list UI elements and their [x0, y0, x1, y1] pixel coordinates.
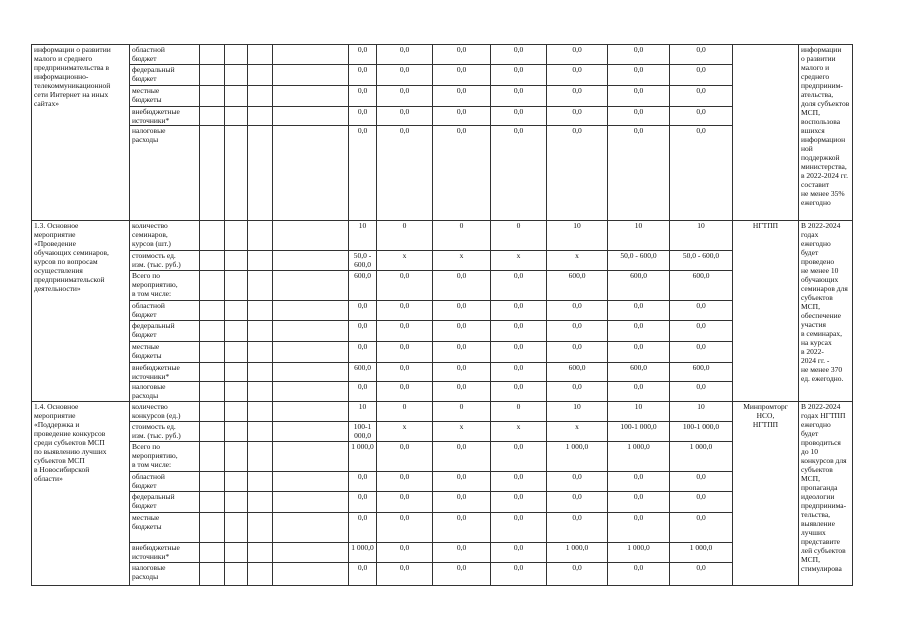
value-cell: 0,0 [433, 492, 491, 513]
empty-code-cell [273, 321, 349, 342]
table-row [32, 126, 853, 221]
value-cell: 10 [547, 221, 608, 251]
empty-code-cell [225, 271, 248, 301]
empty-code-cell [200, 86, 225, 107]
activity-name-cell: 1.3. Основное мероприятие «Проведение обучающих семинаров, курсов по вопросам осуществления предпринимательской деятельности» [32, 221, 130, 402]
value-cell: 0,0 [608, 492, 670, 513]
value-cell: 0,0 [377, 126, 433, 221]
table-row [32, 251, 853, 271]
empty-code-cell [200, 513, 225, 543]
value-cell: 0,0 [433, 363, 491, 382]
value-cell: 0,0 [608, 126, 670, 221]
value-cell: 0,0 [349, 107, 377, 126]
table-row [32, 492, 853, 513]
expected-result-cell: информации о развитии малого и среднего предприним- ательства, доля субъектов МСП, воспользова вшихся информацион ной поддержкой министерства, в 2022-2024 гг. составит не менее 35% ежегодно [799, 45, 853, 221]
value-cell: 0,0 [377, 442, 433, 472]
value-cell: 600,0 [670, 363, 733, 382]
value-cell: 0,0 [433, 563, 491, 586]
value-cell: 0,0 [608, 513, 670, 543]
value-cell: 0,0 [433, 65, 491, 86]
empty-code-cell [225, 126, 248, 221]
empty-code-cell [248, 301, 273, 321]
value-cell: 0,0 [670, 126, 733, 221]
value-cell: 0,0 [547, 472, 608, 492]
value-cell: 0,0 [433, 86, 491, 107]
table-row [32, 301, 853, 321]
empty-code-cell [273, 45, 349, 65]
table-row [32, 402, 853, 422]
table-row [32, 513, 853, 543]
value-cell: 10 [349, 221, 377, 251]
value-cell: 0,0 [547, 107, 608, 126]
value-cell: 0,0 [547, 563, 608, 586]
value-cell: 0,0 [491, 563, 547, 586]
value-cell: 0,0 [349, 342, 377, 363]
empty-code-cell [248, 342, 273, 363]
value-cell: 0,0 [349, 65, 377, 86]
empty-code-cell [248, 45, 273, 65]
value-cell: 0,0 [491, 472, 547, 492]
indicator-label-cell: количество семинаров, курсов (шт.) [130, 221, 200, 251]
indicator-label-cell: внебюджетные источники* [130, 363, 200, 382]
empty-code-cell [248, 402, 273, 422]
value-cell: 0,0 [547, 301, 608, 321]
value-cell: 1 000,0 [349, 442, 377, 472]
indicator-label-cell: Всего по мероприятию, в том числе: [130, 442, 200, 472]
value-cell: 0,0 [670, 513, 733, 543]
empty-code-cell [225, 45, 248, 65]
value-cell: 0,0 [547, 342, 608, 363]
indicator-label-cell: налоговые расходы [130, 563, 200, 586]
value-cell: 0,0 [491, 492, 547, 513]
value-cell: 0,0 [547, 513, 608, 543]
value-cell: 1 000,0 [608, 543, 670, 563]
empty-code-cell [273, 543, 349, 563]
value-cell: 0,0 [349, 382, 377, 402]
value-cell: 0,0 [377, 65, 433, 86]
empty-code-cell [200, 301, 225, 321]
indicator-label-cell: налоговые расходы [130, 382, 200, 402]
value-cell: 0,0 [349, 45, 377, 65]
empty-code-cell [273, 342, 349, 363]
value-cell: 0 [491, 402, 547, 422]
expected-result-cell: В 2022-2024 годах НГТПП ежегодно будет проводиться до 10 конкурсов для субъектов МСП, пропаганда идеологии предпринима- тельства, выявление лучших представите лей субъектов МСП, стимулирова [799, 402, 853, 586]
empty-code-cell [200, 442, 225, 472]
empty-code-cell [225, 563, 248, 586]
indicator-label-cell: Всего по мероприятию, в том числе: [130, 271, 200, 301]
table-row [32, 422, 853, 442]
empty-code-cell [248, 422, 273, 442]
table-row [32, 363, 853, 382]
empty-code-cell [225, 543, 248, 563]
value-cell: 0,0 [491, 321, 547, 342]
empty-code-cell [225, 492, 248, 513]
empty-code-cell [200, 321, 225, 342]
empty-code-cell [225, 422, 248, 442]
value-cell: 0,0 [377, 472, 433, 492]
value-cell: 0,0 [349, 563, 377, 586]
value-cell: 0,0 [349, 86, 377, 107]
value-cell: 1 000,0 [349, 543, 377, 563]
value-cell: 0,0 [547, 321, 608, 342]
value-cell: 0,0 [608, 65, 670, 86]
indicator-label-cell: стоимость ед. изм. (тыс. руб.) [130, 422, 200, 442]
value-cell: 10 [349, 402, 377, 422]
value-cell: 0,0 [608, 86, 670, 107]
value-cell: x [491, 422, 547, 442]
empty-code-cell [273, 422, 349, 442]
empty-code-cell [273, 271, 349, 301]
value-cell: 50,0 - 600,0 [670, 251, 733, 271]
value-cell: 0,0 [377, 513, 433, 543]
empty-code-cell [273, 442, 349, 472]
value-cell: 0,0 [377, 107, 433, 126]
value-cell: 1 000,0 [547, 442, 608, 472]
value-cell: 0,0 [349, 513, 377, 543]
value-cell: 600,0 [547, 363, 608, 382]
value-cell: 0,0 [433, 342, 491, 363]
value-cell: 0,0 [547, 126, 608, 221]
value-cell: 0,0 [608, 382, 670, 402]
table-row [32, 563, 853, 586]
value-cell: 0,0 [491, 86, 547, 107]
value-cell: 0,0 [491, 271, 547, 301]
table-row [32, 442, 853, 472]
empty-code-cell [248, 321, 273, 342]
empty-code-cell [225, 301, 248, 321]
value-cell: 0,0 [608, 45, 670, 65]
indicator-label-cell: стоимость ед. изм. (тыс. руб.) [130, 251, 200, 271]
empty-code-cell [200, 402, 225, 422]
value-cell: x [491, 251, 547, 271]
value-cell: 0,0 [491, 65, 547, 86]
indicator-label-cell: федеральный бюджет [130, 65, 200, 86]
empty-code-cell [200, 65, 225, 86]
empty-code-cell [248, 271, 273, 301]
empty-code-cell [200, 107, 225, 126]
value-cell: 0,0 [608, 107, 670, 126]
empty-code-cell [200, 492, 225, 513]
value-cell: x [547, 251, 608, 271]
table-row [32, 107, 853, 126]
value-cell: 1 000,0 [547, 543, 608, 563]
value-cell: 0,0 [670, 45, 733, 65]
value-cell: 0,0 [670, 563, 733, 586]
empty-code-cell [225, 107, 248, 126]
empty-code-cell [248, 472, 273, 492]
executor-cell [733, 45, 799, 221]
indicator-label-cell: внебюджетные источники* [130, 107, 200, 126]
value-cell: 10 [608, 221, 670, 251]
executor-cell: НГТПП [733, 221, 799, 402]
value-cell: 0,0 [433, 382, 491, 402]
empty-code-cell [200, 221, 225, 251]
value-cell: 10 [670, 221, 733, 251]
value-cell: 0,0 [491, 301, 547, 321]
table-row [32, 321, 853, 342]
value-cell: 0,0 [377, 492, 433, 513]
value-cell: 50,0 - 600,0 [349, 251, 377, 271]
empty-code-cell [225, 382, 248, 402]
table-row [32, 342, 853, 363]
table-row [32, 45, 853, 65]
value-cell: 600,0 [349, 363, 377, 382]
empty-code-cell [225, 342, 248, 363]
empty-code-cell [200, 126, 225, 221]
value-cell: 0,0 [433, 472, 491, 492]
table-row [32, 86, 853, 107]
value-cell: 0,0 [670, 107, 733, 126]
table-row [32, 382, 853, 402]
value-cell: 0,0 [491, 363, 547, 382]
empty-code-cell [200, 563, 225, 586]
value-cell: 600,0 [608, 271, 670, 301]
empty-code-cell [248, 107, 273, 126]
value-cell: 0,0 [377, 382, 433, 402]
value-cell: 600,0 [547, 271, 608, 301]
indicator-label-cell: федеральный бюджет [130, 321, 200, 342]
value-cell: 1 000,0 [670, 442, 733, 472]
value-cell: 0,0 [491, 442, 547, 472]
value-cell: x [433, 422, 491, 442]
empty-code-cell [200, 472, 225, 492]
empty-code-cell [225, 442, 248, 472]
value-cell: 0,0 [547, 45, 608, 65]
empty-code-cell [248, 382, 273, 402]
empty-code-cell [248, 563, 273, 586]
table-row [32, 543, 853, 563]
empty-code-cell [200, 363, 225, 382]
value-cell: 0,0 [670, 382, 733, 402]
value-cell: 0,0 [547, 382, 608, 402]
empty-code-cell [273, 492, 349, 513]
value-cell: 0,0 [491, 382, 547, 402]
indicator-label-cell: федеральный бюджет [130, 492, 200, 513]
empty-code-cell [248, 86, 273, 107]
activity-name-cell: 1.4. Основное мероприятие «Поддержка и проведение конкурсов среди субъектов МСП по выявлению лучших субъектов МСП в Новосибирской области» [32, 402, 130, 586]
value-cell: 0,0 [433, 442, 491, 472]
empty-code-cell [225, 363, 248, 382]
value-cell: 0,0 [349, 492, 377, 513]
empty-code-cell [248, 442, 273, 472]
value-cell: x [377, 251, 433, 271]
empty-code-cell [200, 45, 225, 65]
value-cell: 0,0 [377, 301, 433, 321]
empty-code-cell [273, 563, 349, 586]
value-cell: 100-1 000,0 [670, 422, 733, 442]
value-cell: 600,0 [608, 363, 670, 382]
value-cell: 0,0 [377, 543, 433, 563]
value-cell: 0,0 [433, 126, 491, 221]
empty-code-cell [200, 382, 225, 402]
empty-code-cell [273, 513, 349, 543]
value-cell: 0,0 [491, 126, 547, 221]
value-cell: 0,0 [608, 472, 670, 492]
value-cell: 0,0 [491, 45, 547, 65]
indicator-label-cell: внебюджетные источники* [130, 543, 200, 563]
value-cell: 10 [608, 402, 670, 422]
indicator-label-cell: налоговые расходы [130, 126, 200, 221]
value-cell: 0,0 [433, 107, 491, 126]
indicator-label-cell: областной бюджет [130, 301, 200, 321]
value-cell: 1 000,0 [608, 442, 670, 472]
value-cell: 50,0 - 600,0 [608, 251, 670, 271]
value-cell: 0,0 [670, 321, 733, 342]
value-cell: 0,0 [433, 45, 491, 65]
value-cell: 0,0 [377, 363, 433, 382]
value-cell: 100-1 000,0 [349, 422, 377, 442]
empty-code-cell [273, 301, 349, 321]
indicator-label-cell: местные бюджеты [130, 513, 200, 543]
empty-code-cell [225, 472, 248, 492]
value-cell: 0,0 [349, 321, 377, 342]
empty-code-cell [248, 543, 273, 563]
value-cell: 0,0 [608, 301, 670, 321]
empty-code-cell [273, 472, 349, 492]
table-row [32, 221, 853, 251]
value-cell: 0,0 [433, 271, 491, 301]
activity-name-cell: информации о развитии малого и среднего предпринимательства в информационно- телекоммуникационной сети Интернет на иных сайтах» [32, 45, 130, 221]
empty-code-cell [273, 65, 349, 86]
empty-code-cell [225, 402, 248, 422]
value-cell: x [433, 251, 491, 271]
empty-code-cell [273, 251, 349, 271]
value-cell: 0,0 [433, 543, 491, 563]
value-cell: 0,0 [433, 301, 491, 321]
value-cell: 0,0 [608, 321, 670, 342]
empty-code-cell [248, 65, 273, 86]
table-row [32, 472, 853, 492]
value-cell: 600,0 [670, 271, 733, 301]
value-cell: 0,0 [433, 513, 491, 543]
value-cell: 0 [433, 402, 491, 422]
value-cell: 0,0 [670, 301, 733, 321]
table-body [32, 45, 853, 586]
value-cell: 0,0 [670, 342, 733, 363]
value-cell: 0 [433, 221, 491, 251]
value-cell: 0,0 [349, 301, 377, 321]
empty-code-cell [273, 402, 349, 422]
value-cell: 0 [377, 221, 433, 251]
value-cell: 10 [547, 402, 608, 422]
empty-code-cell [225, 86, 248, 107]
empty-code-cell [248, 363, 273, 382]
empty-code-cell [273, 363, 349, 382]
program-table [31, 44, 853, 586]
empty-code-cell [225, 513, 248, 543]
empty-code-cell [248, 221, 273, 251]
value-cell: 0,0 [547, 65, 608, 86]
empty-code-cell [273, 107, 349, 126]
value-cell: 0,0 [349, 126, 377, 221]
value-cell: 600,0 [349, 271, 377, 301]
empty-code-cell [200, 422, 225, 442]
value-cell: 0,0 [491, 513, 547, 543]
value-cell: 0,0 [670, 86, 733, 107]
value-cell: 0,0 [547, 86, 608, 107]
empty-code-cell [200, 342, 225, 363]
indicator-label-cell: областной бюджет [130, 45, 200, 65]
empty-code-cell [225, 65, 248, 86]
empty-code-cell [200, 271, 225, 301]
value-cell: 0 [491, 221, 547, 251]
expected-result-cell: В 2022-2024 годах ежегодно будет проведено не менее 10 обучающих семинаров для субъектов МСП, обеспечение участия в семинарах, на курсах в 2022- 2024 гг. - не менее 370 ед. ежегодно. [799, 221, 853, 402]
empty-code-cell [248, 126, 273, 221]
value-cell: 0,0 [377, 342, 433, 363]
empty-code-cell [225, 221, 248, 251]
table-row [32, 271, 853, 301]
value-cell: 0,0 [377, 563, 433, 586]
value-cell: 0,0 [670, 65, 733, 86]
empty-code-cell [273, 382, 349, 402]
value-cell: 0,0 [547, 492, 608, 513]
value-cell: 0,0 [377, 321, 433, 342]
value-cell: 0,0 [491, 107, 547, 126]
table-row [32, 65, 853, 86]
empty-code-cell [248, 492, 273, 513]
value-cell: 0,0 [491, 342, 547, 363]
value-cell: 100-1 000,0 [608, 422, 670, 442]
value-cell: 0,0 [608, 342, 670, 363]
value-cell: 0 [377, 402, 433, 422]
indicator-label-cell: местные бюджеты [130, 342, 200, 363]
empty-code-cell [225, 251, 248, 271]
executor-cell: Минпромторг НСО, НГТПП [733, 402, 799, 586]
empty-code-cell [273, 126, 349, 221]
value-cell: 0,0 [670, 472, 733, 492]
empty-code-cell [248, 513, 273, 543]
value-cell: 0,0 [608, 563, 670, 586]
value-cell: 0,0 [377, 45, 433, 65]
value-cell: x [377, 422, 433, 442]
value-cell: 0,0 [491, 543, 547, 563]
empty-code-cell [273, 221, 349, 251]
value-cell: 0,0 [377, 86, 433, 107]
value-cell: 0,0 [377, 271, 433, 301]
indicator-label-cell: областной бюджет [130, 472, 200, 492]
empty-code-cell [200, 251, 225, 271]
value-cell: 0,0 [349, 472, 377, 492]
value-cell: 10 [670, 402, 733, 422]
empty-code-cell [248, 251, 273, 271]
value-cell: 0,0 [670, 492, 733, 513]
value-cell: x [547, 422, 608, 442]
indicator-label-cell: местные бюджеты [130, 86, 200, 107]
value-cell: 0,0 [433, 321, 491, 342]
value-cell: 1 000,0 [670, 543, 733, 563]
indicator-label-cell: количество конкурсов (ед.) [130, 402, 200, 422]
empty-code-cell [273, 86, 349, 107]
empty-code-cell [225, 321, 248, 342]
empty-code-cell [200, 543, 225, 563]
